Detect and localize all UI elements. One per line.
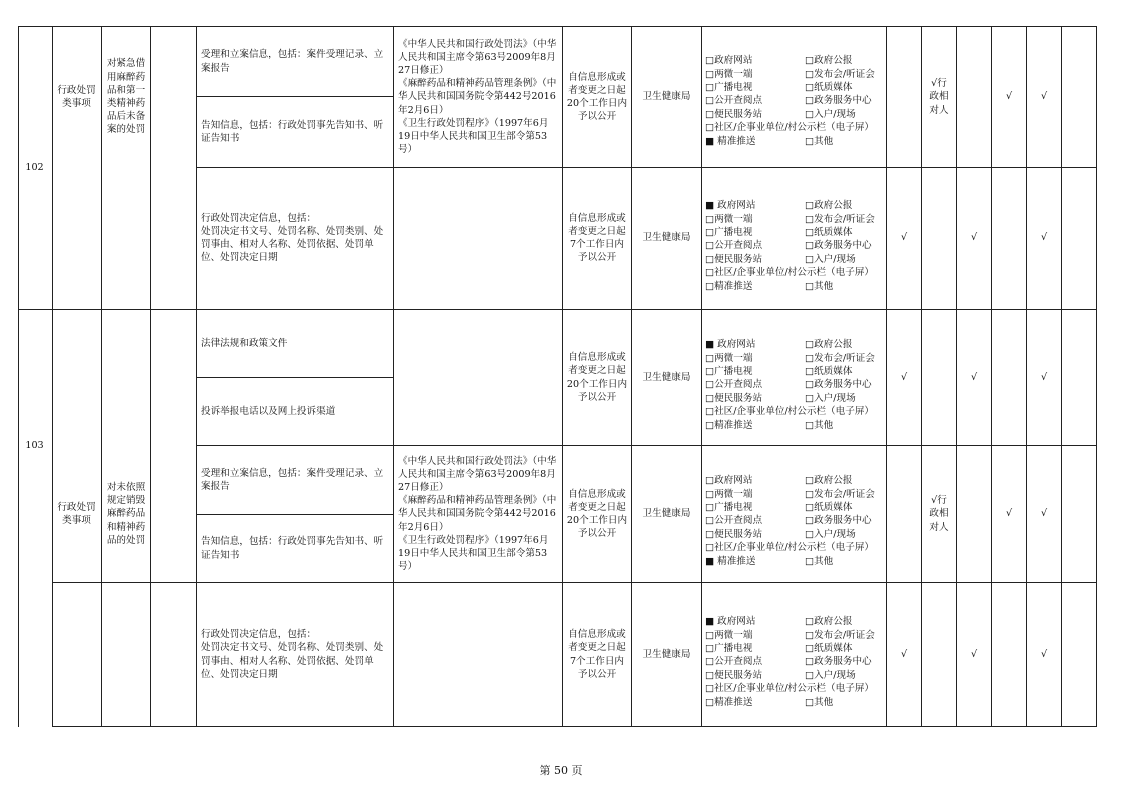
channel-item: □便民服务站 [705, 108, 763, 120]
table-row-line [197, 514, 394, 515]
channel-item: □发布会/听证会 [805, 352, 875, 364]
channel-item: □其他 [805, 419, 834, 431]
time-limit: 自信息形成或者变更之日起7个工作日内予以公开 [568, 212, 626, 264]
channel-item: □政务服务中心 [805, 379, 872, 391]
item-name: 对未依照规定销毁麻醉药品和精神药品的处罚 [106, 481, 146, 546]
channel-item: □两微一端 [705, 629, 753, 641]
mark-cell: √ [970, 371, 978, 383]
mark-cell: √ [900, 648, 908, 660]
time-limit: 自信息形成或者变更之日起20个工作日内予以公开 [566, 71, 628, 123]
table-row-line [197, 445, 1096, 446]
mark-cell: √ [900, 232, 908, 244]
channel-item: □精准推送 [705, 419, 753, 431]
channel-item: ■ 精准推送 [705, 555, 756, 567]
channel-item: □政务服务中心 [805, 240, 872, 252]
mark-cell: √行政相对人 [929, 78, 949, 116]
mark-cell: √ [970, 648, 978, 660]
channel-item: □纸质媒体 [805, 82, 853, 94]
channel-item: □纸质媒体 [805, 643, 853, 655]
info-content: 告知信息，包括：行政处罚事先告知书、听证告知书 [201, 119, 384, 144]
mark-cell: √ [1040, 648, 1048, 660]
channel-item: □社区/企事业单位/村公示栏（电子屏） [705, 122, 875, 134]
table-border-line [18, 26, 1096, 27]
time-limit: 自信息形成或者变更之日起7个工作日内予以公开 [568, 629, 626, 680]
table-col-line [956, 26, 957, 727]
info-content: 法律法规和政策文件 [201, 337, 288, 349]
table-col-line [631, 26, 632, 727]
channel-item: □两微一端 [705, 352, 753, 364]
table-col-line [52, 26, 53, 727]
table-row-line [52, 582, 1096, 583]
table-row-line [197, 96, 394, 97]
table-col-line [991, 26, 992, 727]
page-number: 第 50 页 [539, 764, 583, 777]
channel-item: □政府公报 [805, 55, 853, 67]
item-name: 对紧急借用麻醉药品和第一类精神药品后未备案的处罚 [106, 58, 146, 136]
channel-item: □广播电视 [705, 227, 753, 239]
channel-item: □广播电视 [705, 643, 753, 655]
channel-item: □其他 [805, 135, 834, 147]
subject: 卫生健康局 [642, 648, 691, 660]
table-border-line [52, 726, 1096, 727]
info-content: 投诉举报电话以及网上投诉渠道 [201, 405, 336, 417]
subject: 卫生健康局 [642, 508, 691, 520]
channels-list [702, 27, 886, 167]
channel-item: □广播电视 [705, 366, 753, 378]
table-row-line [563, 167, 1096, 168]
table-border-line [1096, 26, 1097, 727]
channel-item: □发布会/听证会 [805, 488, 875, 500]
channel-item: □公开查阅点 [705, 379, 763, 391]
mark-cell: √ [1005, 508, 1013, 520]
channel-item: □政府网站 [705, 475, 753, 487]
channel-item: □公开查阅点 [705, 240, 763, 252]
table-col-line [196, 26, 197, 727]
table-col-line [150, 26, 151, 727]
legal-basis: 《中华人民共和国行政处罚法》（中华人民共和国主席令第63号2009年8月27日修正） 《麻醉药品和精神药品管理条例》（中华人民共和国国务院令第442号2016年2月6日） 《卫生行政处罚程序》（1997年6月19日中华人民共和国卫生部令第53号） [398, 455, 557, 573]
channel-item: □发布会/听证会 [805, 629, 875, 641]
item-number: 102 [25, 161, 44, 173]
channel-item: □政府公报 [805, 339, 853, 351]
channel-item: □入户/现场 [805, 669, 856, 681]
channel-item: □政务服务中心 [805, 515, 872, 527]
channel-item: □公开查阅点 [705, 656, 763, 668]
info-content: 受理和立案信息，包括：案件受理记录、立案报告 [201, 49, 384, 74]
table-col-line [921, 26, 922, 727]
table-row-line [197, 167, 563, 168]
channel-item: □入户/现场 [805, 108, 856, 120]
mark-cell: √ [1040, 91, 1048, 103]
legal-basis: 《中华人民共和国行政处罚法》（中华人民共和国主席令第63号2009年8月27日修正） 《麻醉药品和精神药品管理条例》（中华人民共和国国务院令第442号2016年2月6日） 《卫生行政处罚程序》（1997年6月19日中华人民共和国卫生部令第53号） [398, 38, 557, 156]
channel-item: □精准推送 [705, 280, 753, 292]
info-content: 告知信息，包括：行政处罚事先告知书、听证告知书 [201, 536, 384, 561]
table-row-line [18, 309, 1096, 310]
item-category: 行政处罚类事项 [57, 501, 96, 526]
channel-item: □便民服务站 [705, 253, 763, 265]
channel-item: ■ 精准推送 [705, 135, 756, 147]
channel-item: ■ 政府网站 [705, 200, 756, 212]
channel-item: □社区/企事业单位/村公示栏（电子屏） [705, 683, 875, 695]
channel-item: □公开查阅点 [705, 515, 763, 527]
table-col-line [1026, 26, 1027, 727]
channel-item: □便民服务站 [705, 392, 763, 404]
channel-item: □入户/现场 [805, 253, 856, 265]
channel-item: □社区/企事业单位/村公示栏（电子屏） [705, 406, 875, 418]
channels-list [702, 168, 886, 308]
channel-item: □入户/现场 [805, 528, 856, 540]
time-limit: 自信息形成或者变更之日起20个工作日内予以公开 [566, 352, 628, 403]
mark-cell: √ [970, 232, 978, 244]
channel-item: □政务服务中心 [805, 95, 872, 107]
channel-item: □纸质媒体 [805, 366, 853, 378]
channel-item: □政府网站 [705, 55, 753, 67]
item-category: 行政处罚类事项 [57, 84, 96, 109]
channel-item: ■ 政府网站 [705, 616, 756, 628]
channel-item: □政府公报 [805, 616, 853, 628]
channel-item: □纸质媒体 [805, 227, 853, 239]
table-col-line [886, 26, 887, 727]
mark-cell: √行政相对人 [929, 495, 949, 533]
info-content: 行政处罚决定信息，包括： 处罚决定书文号、处罚名称、处罚类别、处罚事由、相对人名称、处罚依据、处罚单位、处罚决定日期 [201, 629, 384, 680]
channel-item: ■ 政府网站 [705, 339, 756, 351]
table-col-line [701, 26, 702, 727]
channel-item: □政府公报 [805, 475, 853, 487]
subject: 卫生健康局 [642, 91, 691, 103]
channel-item: □发布会/听证会 [805, 68, 875, 80]
table-col-line [101, 26, 102, 727]
channel-item: □广播电视 [705, 82, 753, 94]
info-content: 受理和立案信息，包括：案件受理记录、立案报告 [201, 467, 384, 492]
channel-item: □两微一端 [705, 488, 753, 500]
channel-item: □政务服务中心 [805, 656, 872, 668]
item-number: 103 [25, 440, 44, 452]
channel-item: □纸质媒体 [805, 502, 853, 514]
subject: 卫生健康局 [642, 371, 691, 383]
channel-item: □便民服务站 [705, 669, 763, 681]
info-content: 行政处罚决定信息，包括： 处罚决定书文号、处罚名称、处罚类别、处罚事由、相对人名称、处罚依据、处罚单位、处罚决定日期 [201, 212, 384, 264]
table-col-line [1061, 26, 1062, 727]
mark-cell: √ [1040, 371, 1048, 383]
mark-cell: √ [1040, 508, 1048, 520]
mark-cell: √ [1005, 91, 1013, 103]
mark-cell: √ [1040, 232, 1048, 244]
channel-item: □公开查阅点 [705, 95, 763, 107]
channel-item: □两微一端 [705, 68, 753, 80]
channels-list [702, 310, 886, 445]
table-col-line [393, 26, 394, 727]
channel-item: □发布会/听证会 [805, 213, 875, 225]
channels-list [702, 446, 886, 582]
table-row-line [197, 377, 394, 378]
table-col-line [562, 26, 563, 727]
mark-cell: √ [900, 371, 908, 383]
time-limit: 自信息形成或者变更之日起20个工作日内予以公开 [566, 488, 628, 540]
channel-item: □社区/企事业单位/村公示栏（电子屏） [705, 542, 875, 554]
channels-list [702, 583, 886, 726]
channel-item: □广播电视 [705, 502, 753, 514]
channel-item: □其他 [805, 280, 834, 292]
channel-item: □其他 [805, 696, 834, 708]
subject: 卫生健康局 [642, 232, 691, 244]
channel-item: □入户/现场 [805, 392, 856, 404]
channel-item: □精准推送 [705, 696, 753, 708]
table-border-line [18, 26, 19, 727]
channel-item: □两微一端 [705, 213, 753, 225]
channel-item: □政府公报 [805, 200, 853, 212]
channel-item: □其他 [805, 555, 834, 567]
channel-item: □社区/企事业单位/村公示栏（电子屏） [705, 267, 875, 279]
channel-item: □便民服务站 [705, 528, 763, 540]
